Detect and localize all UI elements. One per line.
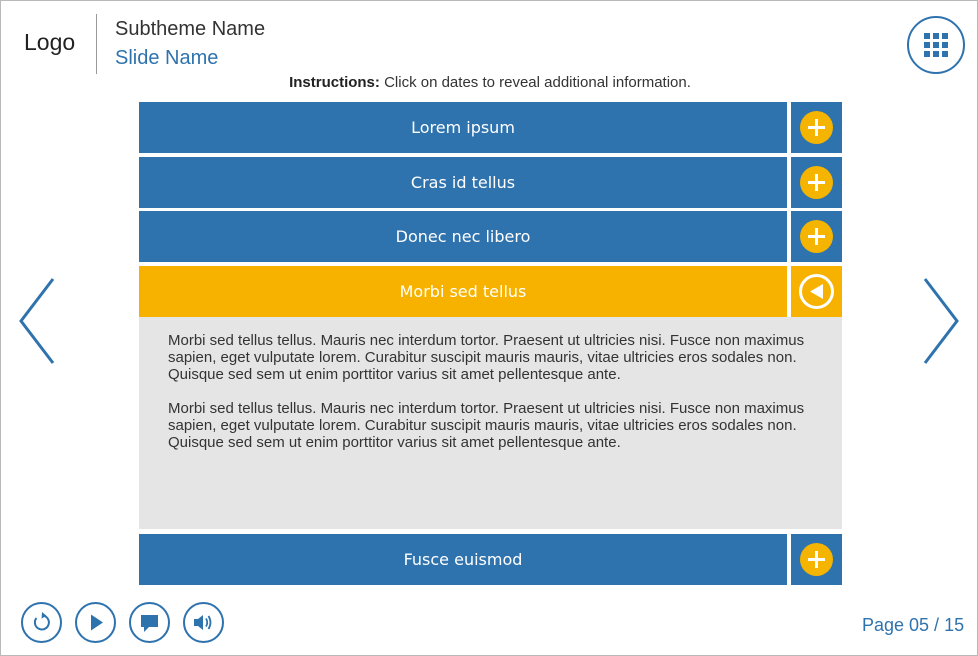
plus-icon [800, 220, 833, 253]
expand-button[interactable] [791, 211, 842, 262]
panel-paragraph: Morbi sed tellus tellus. Mauris nec interdum tortor. Praesent ut ultricies nisi. Fusce non maximus sapien, eget vulputate lorem. Curabitur suscipit mauris mauris, vitae ultricies eros sodales non. Quisque sed sem ut enim porttitor varius sit amet pellentesque ante. [168, 332, 805, 383]
chevron-left-icon [15, 276, 59, 366]
panel-paragraph: Morbi sed tellus tellus. Mauris nec interdum tortor. Praesent ut ultricies nisi. Fusce non maximus sapien, eget vulputate lorem. Curabitur suscipit mauris mauris, vitae ultricies eros sodales non. Quisque sed sem ut enim porttitor varius sit amet pellentesque ante. [168, 400, 805, 451]
play-icon [77, 604, 114, 641]
previous-slide-button[interactable] [15, 276, 59, 366]
accordion-item-label[interactable]: Lorem ipsum [139, 102, 787, 153]
replay-icon [23, 604, 60, 641]
instructions [1, 74, 978, 91]
accordion-item-label[interactable]: Morbi sed tellus [139, 266, 787, 317]
instructions-label: Instructions: [289, 74, 380, 91]
accordion-item[interactable] [139, 157, 842, 208]
accordion-item-open[interactable] [139, 266, 842, 317]
accordion-item-label[interactable]: Fusce euismod [139, 534, 787, 585]
plus-icon [800, 166, 833, 199]
accordion-panel [139, 317, 842, 529]
chevron-right-icon [919, 276, 963, 366]
collapse-arrow-icon [799, 274, 834, 309]
accordion-item-label[interactable]: Donec nec libero [139, 211, 787, 262]
grid-menu-icon [924, 33, 948, 57]
plus-icon [800, 111, 833, 144]
subtheme-title: Subtheme Name [115, 18, 266, 40]
collapse-button[interactable] [791, 266, 842, 317]
instructions-text: Click on dates to reveal additional information. [379, 74, 691, 91]
header-divider [96, 14, 97, 74]
replay-button[interactable] [21, 602, 62, 643]
expand-button[interactable] [791, 534, 842, 585]
next-slide-button[interactable] [919, 276, 963, 366]
speech-bubble-icon [131, 604, 168, 641]
logo: Logo [24, 29, 76, 55]
transcript-button[interactable] [129, 602, 170, 643]
page-indicator: Page 05 / 15 [862, 615, 965, 635]
expand-button[interactable] [791, 102, 842, 153]
plus-icon [800, 543, 833, 576]
volume-icon [185, 604, 222, 641]
volume-button[interactable] [183, 602, 224, 643]
menu-button[interactable] [907, 16, 965, 74]
expand-button[interactable] [791, 157, 842, 208]
play-button[interactable] [75, 602, 116, 643]
slide-title: Slide Name [115, 47, 219, 69]
accordion-item[interactable] [139, 211, 842, 262]
accordion-item[interactable] [139, 534, 842, 585]
accordion-item-label[interactable]: Cras id tellus [139, 157, 787, 208]
accordion-item[interactable] [139, 102, 842, 153]
